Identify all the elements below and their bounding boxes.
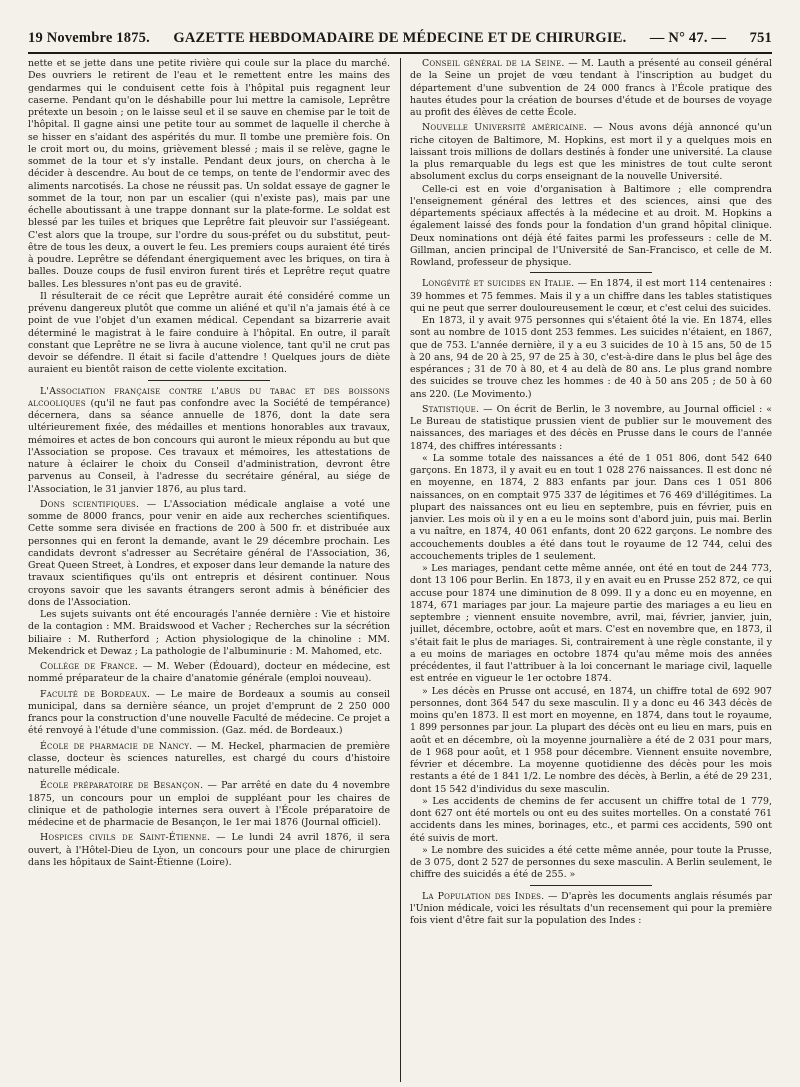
article-paragraph bbox=[410, 315, 772, 401]
paragraph-text: — M. Heckel, pharmacien de première classe, docteur ès sciences naturelles, est chargé du cours d'histoire naturelle médicale. bbox=[28, 740, 390, 776]
news-item-heading: Conseil général de la Seine. bbox=[422, 58, 565, 69]
news-item bbox=[410, 122, 772, 183]
news-item bbox=[28, 780, 390, 829]
section-separator bbox=[530, 885, 652, 886]
paragraph-text: — Nous avons déjà annoncé qu'un riche citoyen de Baltimore, M. Hopkins, est mort il y a quelques mois en laissant trois millions de dollars destinés à fonder une université. La clause la plus remarquable du legs est que les ministres de tout culte seront absolument exclus du corps enseignant de la nouvelle Université. bbox=[410, 122, 772, 183]
paragraph-text: — D'après les documents anglais résumés par l'Union médicale, voici les résultats d'un recensement qui pour la première fois vient d'être fait sur la population des Indes : bbox=[410, 890, 772, 926]
column-separator bbox=[400, 58, 401, 1082]
paragraph-text: » Les accidents de chemins de fer accusent un chiffre total de 1 779, dont 627 ont été mortels ou ont eu des suites mortelles. On a constaté 761 accidents dans les mines, borinages, etc., et parmi ces accidents, 590 ont été suivis de mort. bbox=[410, 795, 772, 844]
article-paragraph bbox=[410, 563, 772, 686]
paragraph-text: En 1873, il y avait 975 personnes qui s'étaient ôté la vie. En 1874, elles sont au nombre de 1015 dont 253 femmes. Les suicides n'étaient, en 1867, que de 753. L'année dernière, il y a eu 3 suicides de 10 à 15 ans, 50 de 15 à 20 ans, 94 de 20 à 25, 97 de 25 à 30, c'est-à-dire dans le plus bel âge des espérances ; 31 de 70 à 80, et 4 au delà de 80 ans. Le plus grand nombre des suicides se trouve chez les hommes : de 40 à 50 ans 205 ; de 50 à 60 ans 220. (Le Movimento.) bbox=[410, 315, 772, 400]
article-paragraph bbox=[28, 291, 390, 377]
article-paragraph bbox=[28, 609, 390, 658]
paragraph-text: Celle-ci est en voie d'organisation à Baltimore ; elle comprendra l'enseignement général des lettres et des sciences, ainsi que des départements spéciaux affectés à la médecine et au droit. M. Hopkins a également laissé des fonds pour la fondation d'un grand hôpital clinique. Deux nominations ont déjà été faites parmi les professeurs : celle de M. Gillman, ancien principal de l'Université de San-Francisco, et celle de M. Rowland, professeur de physique. bbox=[410, 183, 772, 268]
section-separator bbox=[148, 380, 270, 381]
paragraph-text: » Les mariages, pendant cette même année, ont été en tout de 244 773, dont 13 106 pour Berlin. En 1873, il y en avait eu en Prusse 252 872, ce qui accuse pour 1874 une diminution de 8 099. Il y a donc eu en moyenne, en 1874, 671 mariages par jour. La majeure partie des mariages a eu lieu en septembre ; viennent ensuite novembre, avril, mai, février, janvier, juin, juillet, décembre, octobre, août et mars. C'est en novembre que, en 1873, il s'était fait le plus de mariages. Si, contrairement à une règle constante, il y a eu moins de mariages en octobre 1874 qu'au même mois des années précédentes, il faut l'attribuer à la loi concernant le mariage civil, laquelle est entrée en vigueur le 1er octobre 1874. bbox=[410, 563, 772, 685]
news-item-heading: Nouvelle Université américaine. bbox=[422, 122, 588, 134]
paragraph-text: Il résulterait de ce récit que Leprêtre aurait été considéré comme un prévenu dangereux plutôt que comme un aliéné et qu'il n'a jamais été à ce point de vue l'objet d'un examen médical. Cependant sa bizarrerie avait déterminé le magistrat à le faire conduire à l'hôpital. En outre, il paraît constant que Leprêtre ne se livra à aucune violence, tant qu'il ne crut pas devoir se défendre. Il était si facile d'attendre ! Quelques jours de diète auraient eu bientôt raison de cette violente excitation. bbox=[28, 290, 390, 376]
paragraph-text: — Le lundi 24 avril 1876, il sera ouvert, à l'Hôtel-Dieu de Lyon, un concours pour une place de chirurgien dans les hôpitaux de Saint-Étienne (Loire). bbox=[28, 832, 390, 868]
news-item-heading: École préparatoire de Besançon. bbox=[40, 780, 204, 792]
article-paragraph bbox=[28, 58, 390, 291]
news-item-heading: L'Association française contre l'abus du tabac et des boissons alcooliques bbox=[28, 385, 390, 409]
article-paragraph bbox=[410, 184, 772, 270]
news-item-heading: Collége de France. bbox=[40, 661, 139, 672]
article-paragraph bbox=[410, 845, 772, 882]
paragraph-text: — L'Association médicale anglaise a voté une somme de 8000 francs, pour venir en aide aux recherches scientifiques. Cette somme sera divisée en fractions de 200 à 500 fr. et distribuée aux personnes qui en feront la demande, avant le 29 décembre prochain. Les candidats devront s'adresser au Secrétaire général de l'Association, 36, Great Queen Street, à Londres, et exposer dans leur demande la nature des travaux scientifiques qu'ils ont entrepris et désirent continuer. Nous croyons savoir que les savants étrangers seront admis à bénéficier des dons de l'Association. bbox=[28, 498, 390, 608]
paragraph-text: — En 1874, il est mort 114 centenaires : 39 hommes et 75 femmes. Mais il y a un chiffre dans les tables statistiques qui ne peut que serrer douloureusement le cœur, et c'est celui des suicides. bbox=[410, 278, 772, 314]
news-item bbox=[410, 891, 772, 928]
header-journal-title: GAZETTE HEBDOMADAIRE DE MÉDECINE ET DE CHIRURGIE. bbox=[173, 29, 627, 46]
news-item bbox=[28, 661, 390, 686]
right-column bbox=[410, 58, 772, 1082]
paragraph-text: — Par arrêté en date du 4 novembre 1875, un concours pour un emploi de suppléant pour les chaires de clinique et de pathologie internes sera ouvert à l'École préparatoire de médecine et de pharmacie de Besançon, le 1er mai 1876 (Journal officiel). bbox=[28, 780, 390, 828]
article-paragraph bbox=[410, 686, 772, 796]
header-date: 19 Novembre 1875. bbox=[28, 29, 150, 46]
news-item bbox=[28, 499, 390, 609]
paragraph-text: Les sujets suivants ont été encouragés l'année dernière : Vie et histoire de la contagion : MM. Braidswood et Vacher ; Recherches sur la sécrétion biliaire : M. Rutherford ; Action physiologique de la chinoline : MM. Mekendrick et Dewaz ; La pathologie de l'albuminurie : M. Mahomed, etc. bbox=[28, 609, 390, 657]
news-item-heading: Statistique. bbox=[422, 403, 480, 415]
article-paragraph bbox=[410, 453, 772, 563]
paragraph-text: — On écrit de Berlin, le 3 novembre, au Journal officiel : « Le Bureau de statistique prussien vient de publier sur le mouvement des naissances, des mariages et des décès en Prusse dans le cours de l'année 1874, des chiffres intéressants : bbox=[410, 403, 772, 452]
section-separator bbox=[530, 272, 652, 273]
running-header bbox=[28, 28, 772, 48]
news-item bbox=[28, 689, 390, 738]
header-issue-number: — N° 47. — bbox=[649, 29, 727, 46]
left-column bbox=[28, 58, 390, 1082]
paragraph-text: nette et se jette dans une petite rivière qui coule sur la place du marché. Des ouvriers le retirent de l'eau et le remettent entre les mains des gendarmes qui le conduisent cette fois à l'hôpital puis regagnent leur caserne. Pendant qu'on le déshabille pour lui mettre la camisole, Leprêtre prétexte un besoin ; on le laisse seul et il se sauve en chemise par le toit de l'hôpital. Il gagne ainsi une petite tour au sommet de laquelle il cherche à se hisser en s'aidant des aspérités du mur. Il tombe une première fois. On le croit mort ou, du moins, grièvement blessé ; mais il se relève, gagne le sommet de la tour et s'y installe. Pendant deux jours, on chercha à le décider à descendre. Au bout de ce temps, on tente de l'endormir avec des aliments narcotisés. La chose ne réussit pas. Un soldat essaye de gagner le sommet de la tour, non par un escalier (qui n'existe pas), mais par une échelle aboutissant à une trappe donnant sur la plate-forme. Le soldat est blessé par les tuiles et briques que Leprêtre fait pleuvoir sur l'assiégeant. C'est alors que la troupe, sur l'ordre du sous-préfet ou du substitut, peut-être de tous les deux, a ouvert le feu. Les premiers coups auraient été tirés à poudre. Leprêtre se défendant énergiquement avec les briques, on tira à balles. Douze coups de fusil environ furent tirés et Leprêtre reçut quatre balles. Les blessures n'ont pas eu de gravité. bbox=[28, 58, 390, 290]
paragraph-text: — M. Lauth a présenté au conseil général de la Seine un projet de vœu tendant à l'inscription au budget du département d'une subvention de 24 000 francs à l'École pratique des hautes études pour la création de bourses d'étude et de bourses de voyage au profit des élèves de cette École. bbox=[410, 58, 772, 118]
news-item bbox=[28, 832, 390, 869]
article-paragraph bbox=[410, 796, 772, 845]
news-item-heading: Dons scientifiques. bbox=[40, 498, 140, 510]
news-item bbox=[410, 278, 772, 315]
news-item bbox=[410, 404, 772, 453]
paragraph-text: » Les décès en Prusse ont accusé, en 1874, un chiffre total de 692 907 personnes, dont 364 547 du sexe masculin. Il y a donc eu 46 343 décès de moins qu'en 1873. Il est mort en moyenne, en 1874, dans tout le royaume, 1 899 personnes par jour. La plupart des décès ont eu lieu en mars, puis en août et en décembre, où la moyenne journalière a été de 2 031 pour mars, de 1 968 pour août, et 1 958 pour décembre. Viennent ensuite novembre, février et décembre. La moyenne quotidienne des décès pour les mois restants a été de 1 841 1/2. Le nombre des décès, à Berlin, a été de 29 231, dont 15 542 d'individus du sexe masculin. bbox=[410, 685, 772, 795]
paragraph-text: (qu'il ne faut pas confondre avec la Société de tempérance) décernera, dans sa séance annuelle de 1876, dont la date sera ultérieurement fixée, des médailles et mentions honorables aux travaux, mémoires et actes de bon concours qui auront le mieux répondu au but que l'Association se propose. Ces travaux et mémoires, les attestations de nature à éclairer le choix du Conseil d'administration, devront être parvenus au Conseil, à l'adresse du secrétaire général, au siége de l'Association, le 31 janvier 1876, au plus tard. bbox=[28, 397, 390, 495]
news-item-heading: Hospices civils de Saint-Étienne. bbox=[40, 832, 211, 844]
paragraph-text: » Le nombre des suicides a été cette même année, pour toute la Prusse, de 3 075, dont 2 527 de personnes du sexe masculin. A Berlin seulement, le chiffre des suicidés a été de 255. » bbox=[410, 844, 772, 881]
news-item bbox=[410, 58, 772, 119]
paragraph-text: — Le maire de Bordeaux a soumis au conseil municipal, dans sa dernière séance, un projet d'emprunt de 2 250 000 francs pour la construction d'une nouvelle Faculté de médecine. Ce projet a été renvoyé à l'étude d'une commission. (Gaz. méd. de Bordeaux.) bbox=[28, 688, 390, 737]
news-item bbox=[28, 386, 390, 496]
news-item-heading: École de pharmacie de Nancy. bbox=[40, 740, 193, 752]
header-page-number: 751 bbox=[749, 29, 772, 46]
news-item-heading: Longévité et suicides en Italie. bbox=[422, 278, 575, 290]
paragraph-text: — M. Weber (Édouard), docteur en médecine, est nommé préparateur de la chaire d'anatomie générale (emploi nouveau). bbox=[28, 661, 390, 685]
paragraph-text: « La somme totale des naissances a été de 1 051 806, dont 542 640 garçons. En 1873, il y avait eu en tout 1 028 276 naissances. Il est donc né en moyenne, en 1874, 2 883 enfants par jour. Dans ces 1 051 806 naissances, on en comptait 975 337 de légitimes et 76 469 d'illégitimes. La plupart des naissances ont eu lieu en septembre, puis en février, puis en janvier. Les mois où il y en a eu le moins sont d'abord juin, puis mai. Berlin a vu naître, en 1874, 40 061 enfants, dont 20 622 garçons. Le nombre des accouchements doubles a été dans tout le royaume de 12 744, celui des accouchements triples de 1 seulement. bbox=[410, 452, 772, 562]
news-item bbox=[28, 741, 390, 778]
news-item-heading: Faculté de Bordeaux. bbox=[40, 688, 151, 700]
news-item-heading: La Population des Indes. bbox=[422, 890, 545, 902]
header-rule bbox=[28, 52, 772, 54]
